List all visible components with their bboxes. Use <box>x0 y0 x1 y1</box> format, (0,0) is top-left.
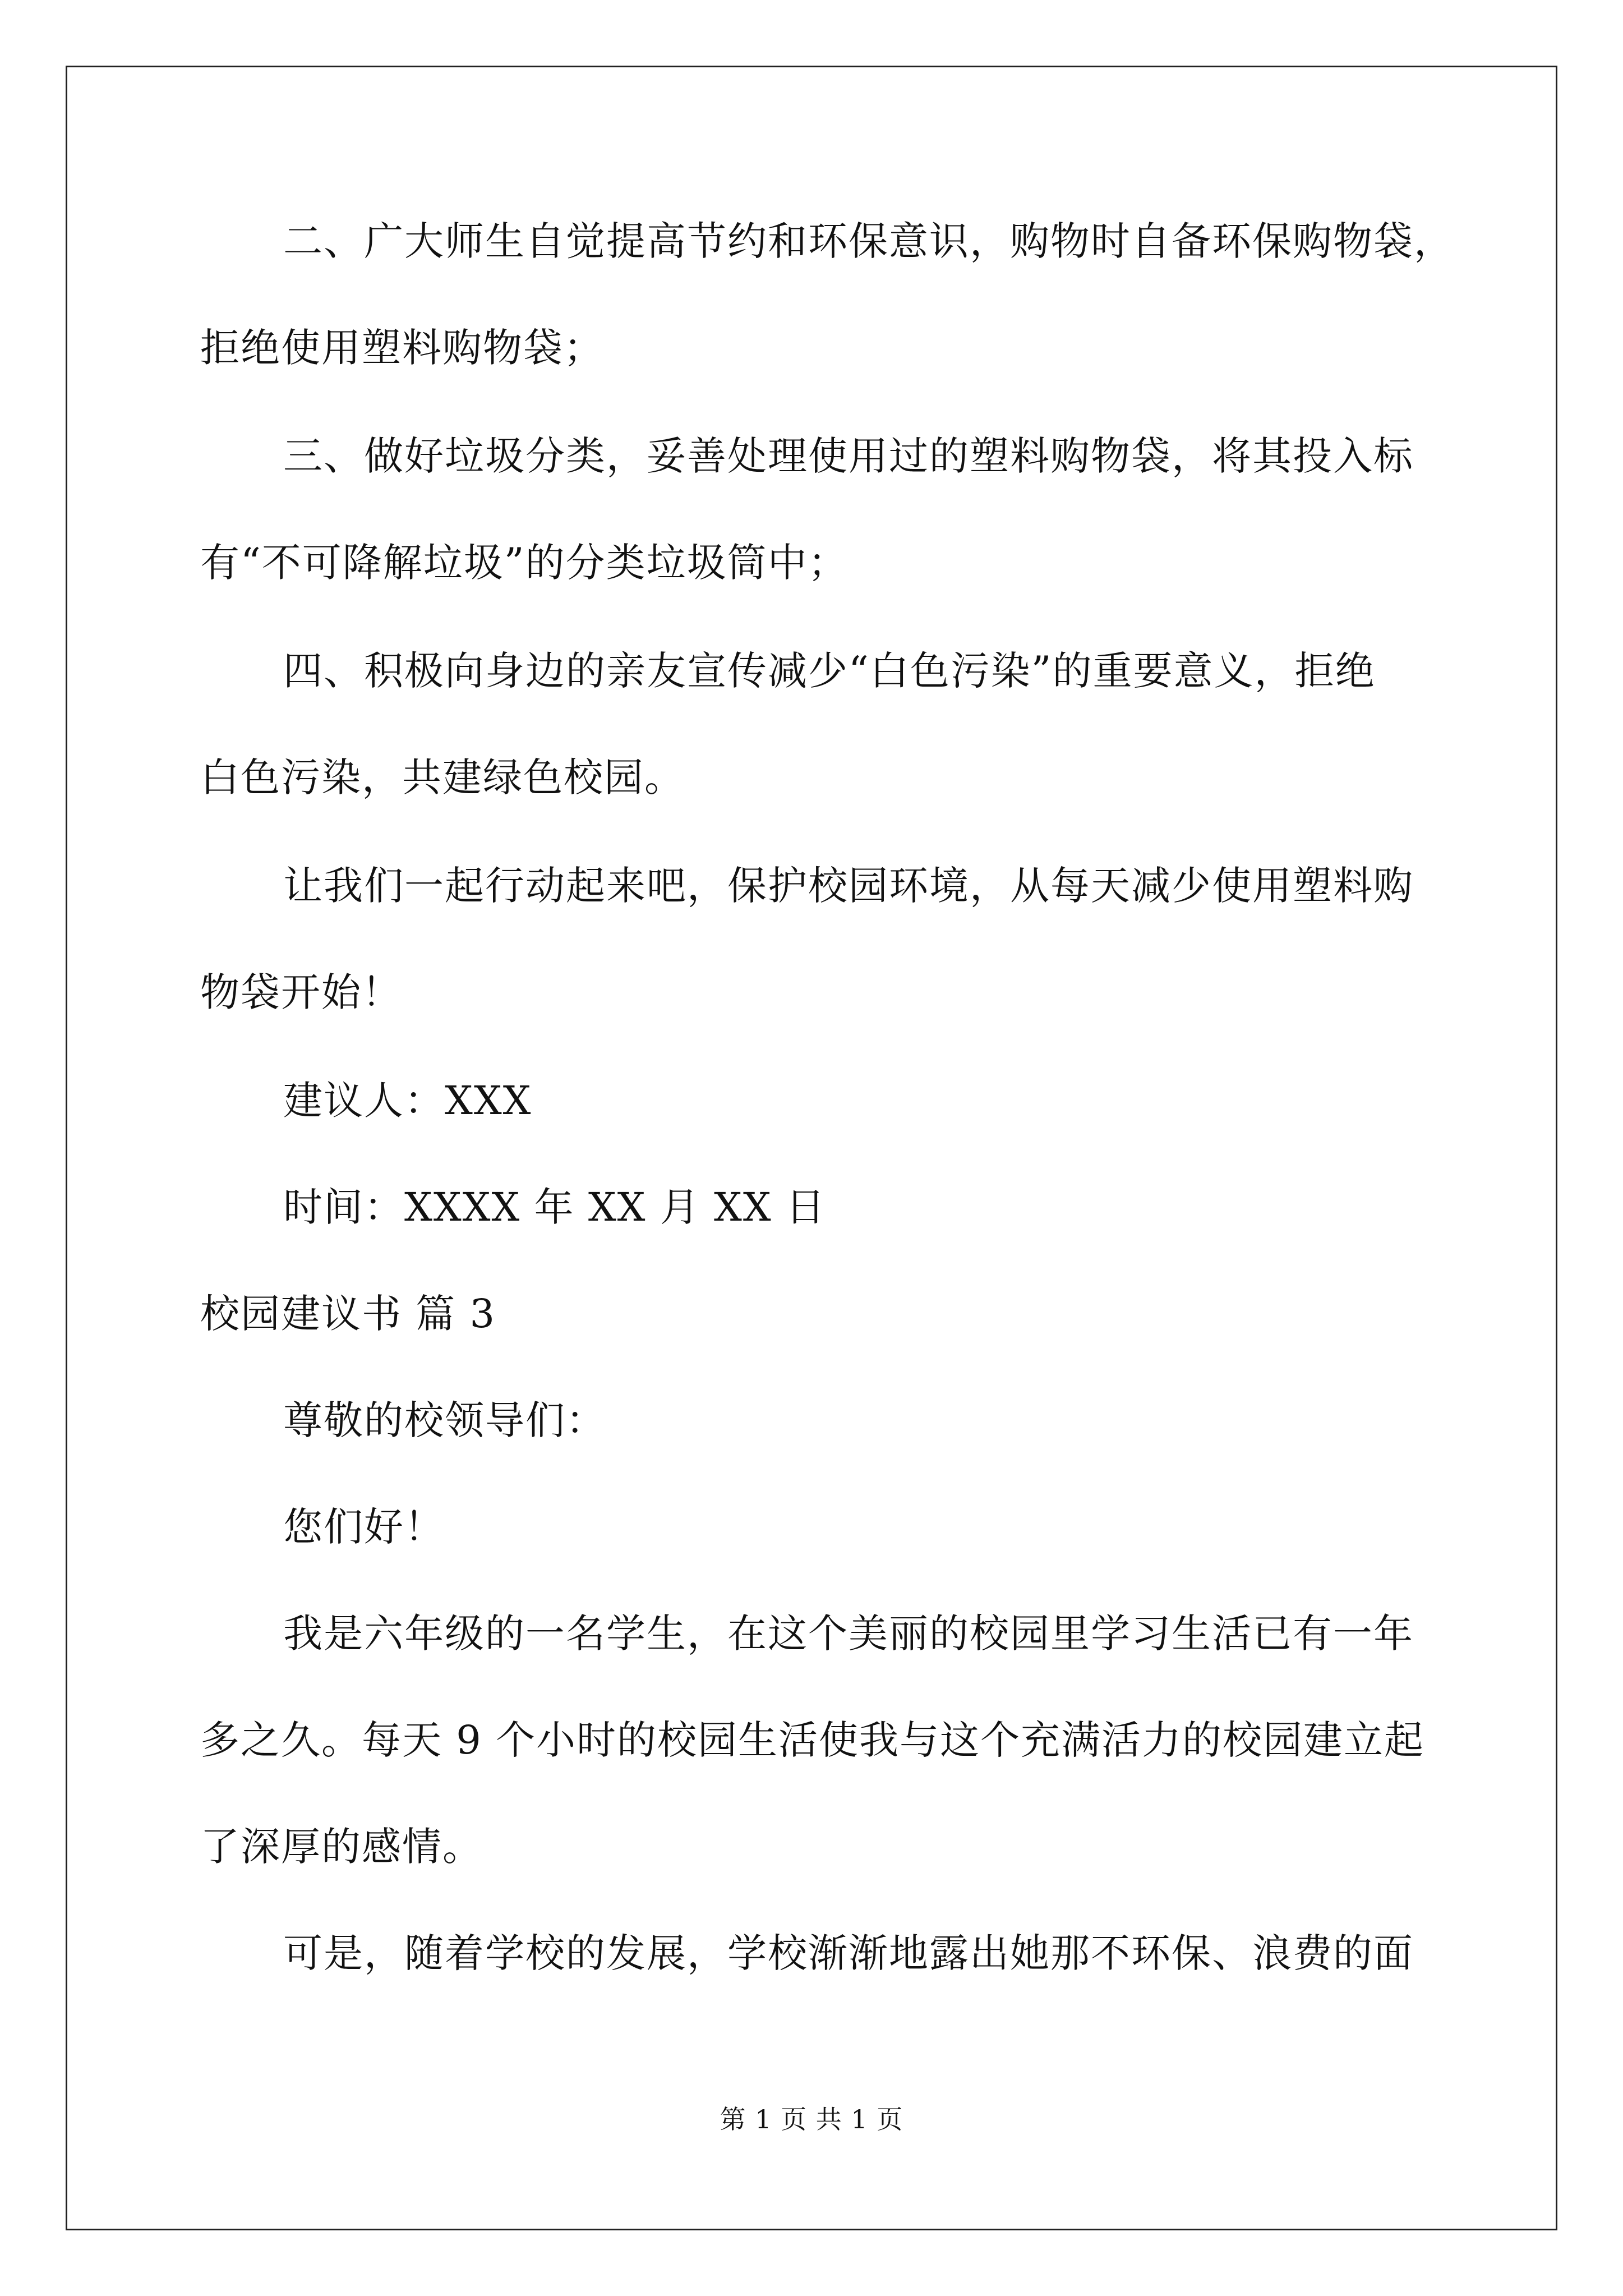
paragraph-line: 让我们一起行动起来吧，保护校园环境，从每天减少使用塑料购 <box>283 863 1414 909</box>
paragraph-line: 我是六年级的一名学生，在这个美丽的校园里学习生活已有一年 <box>283 1611 1414 1657</box>
section-heading: 校园建议书 篇 3 <box>200 1291 496 1337</box>
paragraph-line: 拒绝使用塑料购物袋； <box>200 325 604 371</box>
paragraph-line: 了深厚的感情。 <box>200 1824 483 1870</box>
paragraph-line: 四、积极向身边的亲友宣传减少“白色污染”的重要意义，拒绝 <box>283 648 1376 694</box>
page-footer: 第 1 页 共 1 页 <box>720 2104 903 2134</box>
paragraph-line: 多之久。每天 9 个小时的校园生活使我与这个充满活力的校园建立起 <box>200 1717 1425 1763</box>
salutation-line: 尊敬的校领导们： <box>283 1397 606 1443</box>
paragraph-line: 可是，随着学校的发展，学校渐渐地露出她那不环保、浪费的面 <box>283 1930 1414 1976</box>
paragraph-line: 二、广大师生自觉提高节约和环保意识，购物时自备环保购物袋， <box>283 218 1454 264</box>
date-line: 时间：XXXX 年 XX 月 XX 日 <box>283 1184 826 1230</box>
page-border <box>66 66 1557 2230</box>
greeting-line: 您们好！ <box>283 1504 445 1550</box>
paragraph-line: 三、做好垃圾分类，妥善处理使用过的塑料购物袋，将其投入标 <box>283 433 1414 479</box>
proposer-line: 建议人：XXX <box>283 1078 532 1124</box>
paragraph-line: 有“不可降解垃圾”的分类垃圾筒中； <box>200 540 849 586</box>
paragraph-line: 物袋开始！ <box>200 969 402 1015</box>
paragraph-line: 白色污染，共建绿色校园。 <box>200 754 685 800</box>
